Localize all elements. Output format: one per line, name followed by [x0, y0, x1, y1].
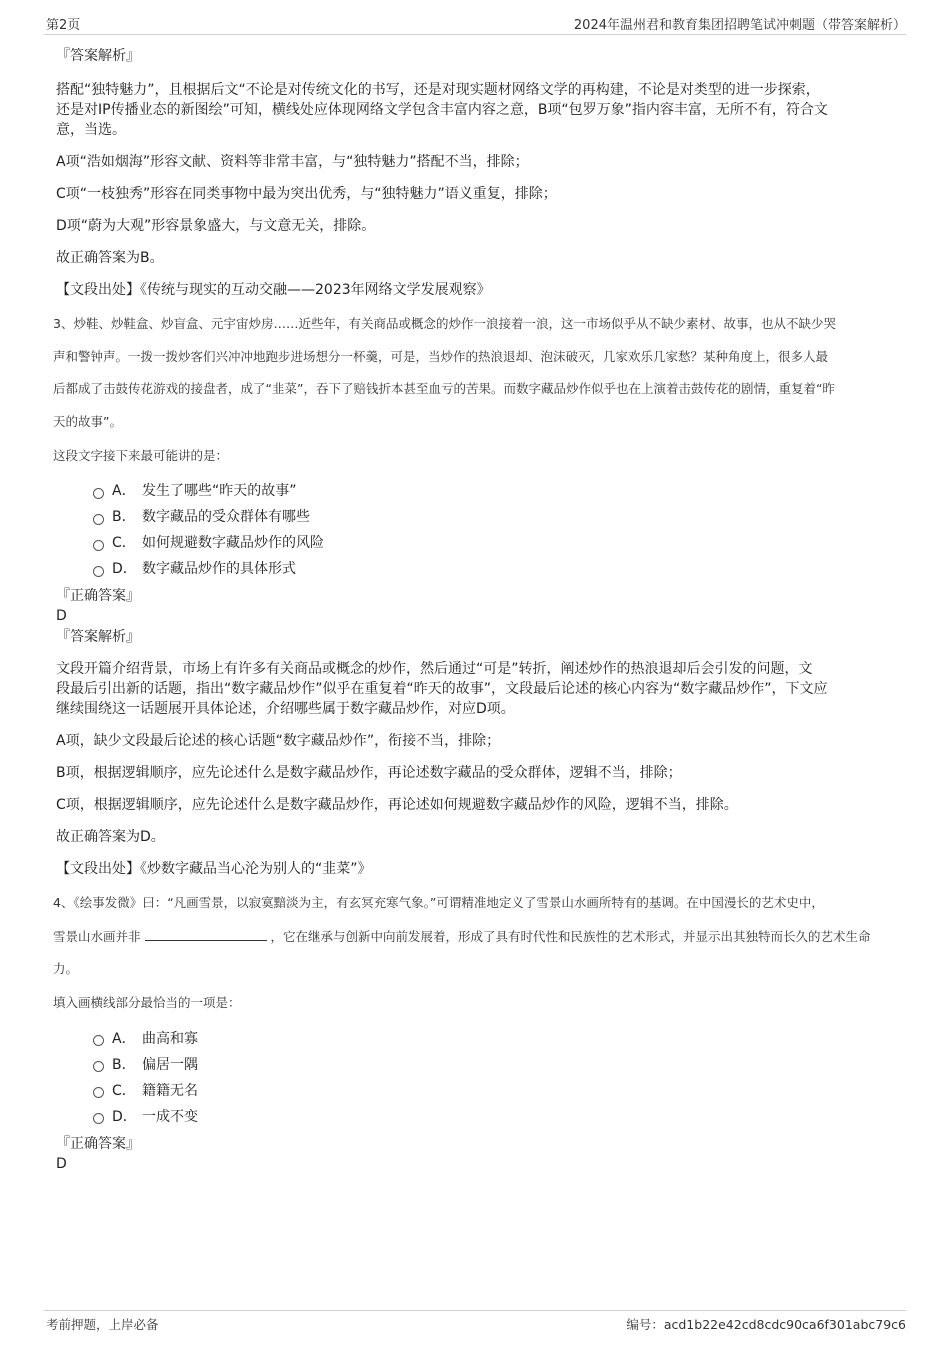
- question-stem-line: 天的故事”。: [53, 413, 122, 429]
- analysis-label: 『答案解析』: [56, 629, 140, 645]
- option-letter: D．: [112, 561, 137, 577]
- question-stem-line: 声和警钟声。一拨一拨炒客们兴冲冲地跑步进场想分一杯羹，可是，当炒作的热浪退却、泡沫破灭，几家欢乐几家愁？某种角度上，很多人最: [53, 348, 829, 364]
- radio-icon[interactable]: [93, 1087, 104, 1098]
- option-letter: C．: [112, 535, 136, 551]
- option-c-explanation: C项“一枝独秀”形容在同类事物中最为突出优秀，与“独特魅力”语义重复，排除；: [56, 186, 557, 202]
- option-d[interactable]: [93, 556, 896, 582]
- option-letter: A．: [112, 483, 136, 499]
- option-text: 如何规避数字藏品炒作的风险: [142, 535, 324, 551]
- question-4: [53, 893, 896, 1174]
- answer-options: [53, 478, 896, 582]
- radio-icon[interactable]: [93, 514, 104, 525]
- option-a[interactable]: [93, 1026, 896, 1052]
- radio-icon[interactable]: [93, 1113, 104, 1124]
- option-letter: C．: [112, 1082, 136, 1099]
- stem-text: 雪景山水画并非: [53, 928, 141, 944]
- option-letter: B．: [112, 509, 136, 525]
- stem-text: ，它在继承与创新中向前发展着，形成了具有时代性和民族性的艺术形式，并显示出其独特而长久的艺术生命: [270, 928, 871, 944]
- option-text: 一成不变: [142, 1108, 198, 1125]
- question-stem-line: 3、炒鞋、炒鞋盒、炒盲盒、元宇宙炒房……近些年，有关商品或概念的炒作一浪接着一浪，这一市场似乎从不缺少素材、故事，也从不缺少哭: [53, 316, 836, 331]
- question-stem-line: [53, 926, 896, 947]
- question-stem-line: 4、《绘事发微》曰：“凡画雪景，以寂寞黯淡为主，有玄冥充寒气象。”可谓精准地定义了雪景山水画所特有的基调。在中国漫长的艺术史中，: [53, 895, 824, 910]
- correct-answer-label: 『正确答案』: [56, 588, 140, 604]
- question-stem-line: 力。: [53, 961, 79, 976]
- page-content: [53, 46, 896, 1174]
- question-stem-line: 后都成了击鼓传花游戏的接盘者，成了“韭菜”，吞下了赔钱折本甚至血亏的苦果。而数字藏品炒作似乎也在上演着击鼓传花的剧情，重复着“昨: [53, 381, 835, 396]
- analysis-line: 搭配“独特魅力”，且根据后文“不论是对传统文化的书写，还是对现实题材网络文学的再构建，不论是对类型的进一步探索，: [56, 82, 820, 98]
- option-letter: B．: [112, 1056, 136, 1073]
- document-code: 编号：acd1b22e42cd8cdc90ca6f301abc79c6: [626, 1317, 906, 1332]
- option-c[interactable]: [93, 530, 896, 556]
- option-text: 曲高和寡: [142, 1030, 198, 1047]
- correct-answer: D: [56, 1155, 67, 1172]
- analysis-line: 段最后引出新的话题，指出“数字藏品炒作”似乎在重复着“昨天的故事”，文段最后论述的核心内容为“数字藏品炒作”，下文应: [56, 681, 828, 697]
- radio-icon[interactable]: [93, 566, 104, 577]
- footer-slogan: 考前押题，上岸必备: [46, 1317, 159, 1332]
- option-b[interactable]: [93, 504, 896, 530]
- source-citation: 【文段出处】《炒数字藏品当心沦为别人的“韭菜”》: [56, 861, 372, 877]
- radio-icon[interactable]: [93, 540, 104, 551]
- radio-icon[interactable]: [93, 1061, 104, 1072]
- option-a-explanation: A项“浩如烟海”形容文献、资料等非常丰富，与“独特魅力”搭配不当，排除；: [56, 154, 529, 170]
- option-a-explanation: A项，缺少文段最后论述的核心话题“数字藏品炒作”，衔接不当，排除；: [56, 733, 501, 749]
- option-c[interactable]: [93, 1078, 896, 1104]
- option-text: 籍籍无名: [142, 1082, 198, 1099]
- radio-icon[interactable]: [93, 488, 104, 499]
- q2-analysis-section: [56, 46, 896, 300]
- analysis-label: 『答案解析』: [56, 48, 140, 64]
- option-text: 偏居一隅: [142, 1056, 198, 1073]
- page-number: 第2页: [46, 18, 81, 33]
- option-letter: A．: [112, 1030, 136, 1047]
- option-text: 数字藏品的受众群体有哪些: [142, 509, 310, 525]
- option-text: 数字藏品炒作的具体形式: [142, 561, 296, 577]
- analysis-line: 文段开篇介绍背景，市场上有许多有关商品或概念的炒作，然后通过“可是”转折，阐述炒作的热浪退却后会引发的问题，文: [56, 661, 813, 677]
- page-header: [44, 14, 906, 35]
- fill-in-blank: [145, 926, 267, 941]
- question-3: [53, 314, 896, 879]
- page-footer: [44, 1310, 906, 1332]
- source-citation: 【文段出处】《传统与现实的互动交融——2023年网络文学发展观察》: [56, 282, 491, 298]
- conclusion: 故正确答案为D。: [56, 829, 165, 845]
- analysis-line: 继续围绕这一话题展开具体论述，介绍哪些属于数字藏品炒作，对应D项。: [56, 701, 515, 717]
- correct-answer-label: 『正确答案』: [56, 1135, 140, 1152]
- option-c-explanation: C项，根据逻辑顺序，应先论述什么是数字藏品炒作，再论述如何规避数字藏品炒作的风险，逻辑不当，排除。: [56, 797, 738, 813]
- option-b[interactable]: [93, 1052, 896, 1078]
- question-prompt: 填入画横线部分最恰当的一项是：: [53, 995, 241, 1010]
- question-prompt: 这段文字接下来最可能讲的是：: [53, 447, 229, 463]
- option-letter: D．: [112, 1108, 137, 1125]
- analysis-line: 意，当选。: [56, 122, 126, 138]
- option-b-explanation: B项，根据逻辑顺序，应先论述什么是数字藏品炒作，再论述数字藏品的受众群体，逻辑不当，排除；: [56, 765, 682, 781]
- radio-icon[interactable]: [93, 1035, 104, 1046]
- analysis-line: 还是对IP传播业态的新图绘”可知，横线处应体现网络文学包含丰富内容之意，B项“包罗万象”指内容丰富，无所不有，符合文: [56, 102, 828, 118]
- document-title: 2024年温州君和教育集团招聘笔试冲刺题（带答案解析）: [573, 18, 906, 33]
- option-d-explanation: D项“蔚为大观”形容景象盛大，与文意无关，排除。: [56, 218, 376, 234]
- option-a[interactable]: [93, 478, 896, 504]
- answer-options: [53, 1026, 896, 1130]
- conclusion: 故正确答案为B。: [56, 250, 164, 266]
- correct-answer: D: [56, 608, 67, 624]
- option-text: 发生了哪些“昨天的故事”: [142, 483, 297, 499]
- option-d[interactable]: [93, 1104, 896, 1130]
